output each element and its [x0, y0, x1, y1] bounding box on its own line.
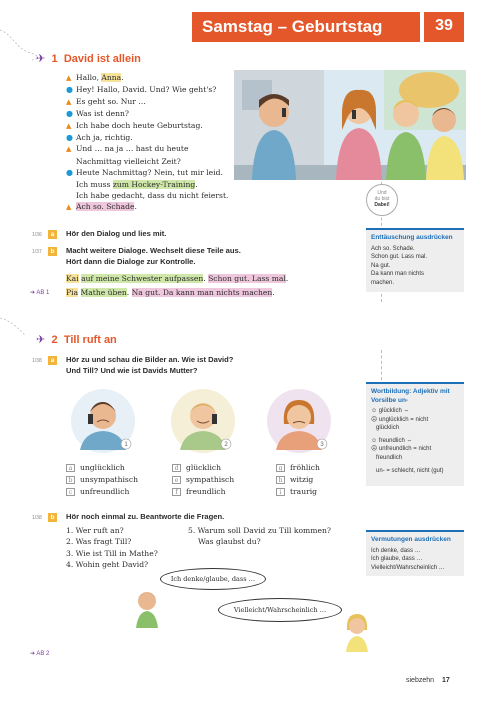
workbook-reference-label: AB 2 — [36, 651, 50, 657]
dialog-line — [66, 143, 236, 155]
option-letter[interactable]: a — [66, 464, 75, 472]
speaker-david-icon: ▲ — [66, 121, 72, 130]
task-letter-b: b — [48, 513, 57, 522]
illustration-david-and-friends — [234, 70, 466, 180]
text-segment: Was ist denn? — [76, 109, 129, 119]
info-box-line: Da kann man nichts — [371, 271, 425, 278]
dialog-line — [66, 156, 236, 167]
word-box-line — [371, 424, 459, 433]
dialog-line — [66, 132, 236, 143]
smiley-icon: ☺ — [371, 408, 379, 414]
highlighted-phrase: Pia — [66, 288, 79, 297]
word-box-lines — [371, 407, 459, 475]
word-box-line — [371, 467, 459, 476]
option-letter[interactable]: e — [172, 476, 181, 484]
word-box-text: freundlich ⇔ — [378, 437, 413, 444]
speaker-david-icon: ▲ — [66, 97, 72, 106]
text-segment: . — [134, 202, 137, 212]
adjective-options — [66, 462, 356, 502]
question-item: 5. Warum soll David zu Till kommen? — [188, 526, 331, 535]
option-word: sympathisch — [186, 475, 235, 484]
chapter-title: Samstag – Geburtstag — [192, 12, 420, 42]
option-letter[interactable]: f — [172, 488, 181, 496]
speaker-david-icon: ▲ — [66, 145, 72, 154]
word-box-line — [371, 416, 459, 425]
option-item[interactable] — [172, 486, 234, 498]
section-1-heading — [36, 52, 141, 65]
text-segment: . — [195, 179, 198, 189]
option-letter[interactable]: h — [276, 476, 285, 484]
task-letter-a: a — [48, 230, 57, 239]
option-word: fröhlich — [290, 463, 320, 472]
dialog-line — [66, 84, 236, 95]
workbook-reference-1[interactable] — [30, 289, 49, 296]
info-box-lines — [371, 245, 459, 288]
text-segment: Hallo, — [76, 73, 102, 82]
question-item: 1. Wer ruft an? — [66, 526, 124, 535]
word-box-line — [371, 437, 459, 446]
portrait-mother — [266, 388, 332, 454]
character-boy — [132, 588, 162, 628]
info-box-disappointment — [366, 228, 464, 292]
substitution-row-kai — [66, 273, 288, 284]
info-box-line: machen. — [371, 279, 395, 286]
track-number: 1/38 — [32, 358, 42, 364]
option-letter[interactable]: b — [66, 476, 75, 484]
workbook-reference-label: AB 1 — [36, 290, 50, 296]
option-word: witzig — [290, 475, 314, 484]
word-box-line — [371, 454, 459, 463]
word-box-line — [371, 445, 459, 454]
task-1a-instruction: Hör den Dialog und lies mit. — [66, 229, 167, 238]
question-item: 3. Wie ist Till in Mathe? — [66, 548, 158, 558]
text-segment: . — [126, 288, 132, 297]
option-word: traurig — [290, 487, 318, 496]
questions-right — [188, 525, 331, 548]
text-segment: Nachmittag vielleicht Zeit? — [76, 156, 181, 166]
text-segment: . — [285, 274, 289, 283]
workbook-reference-2[interactable] — [30, 650, 49, 657]
bird-icon: ✈ — [36, 334, 46, 346]
task-2b-instruction: Hör noch einmal zu. Beantworte die Fragen. — [66, 512, 225, 521]
speech-bubble-1: Ich denke/glaube, dass … — [160, 568, 266, 590]
motivation-line-3: Dabei! — [374, 202, 390, 208]
info-box-line: Na gut. — [371, 262, 391, 269]
highlighted-phrase: Anna — [101, 73, 122, 82]
option-letter[interactable]: g — [276, 464, 285, 472]
option-column — [276, 462, 320, 498]
guess-box-line: Ich denke, dass … — [371, 547, 421, 554]
option-word: glücklich — [186, 463, 222, 472]
task-2a-line-1: Hör zu und schau die Bilder an. Wie ist David? — [66, 355, 234, 364]
section-1-title: David ist allein — [63, 53, 141, 65]
dialog-line — [66, 167, 236, 178]
dialog-line — [66, 190, 236, 201]
dialog-line — [66, 179, 236, 190]
text-segment: Ach ja, richtig. — [76, 133, 133, 143]
frowny-icon: ☹ — [371, 416, 379, 423]
portrait-till — [170, 388, 236, 454]
task-1b-line-1: Macht weitere Dialoge. Wechselt diese Teile aus. — [66, 246, 241, 255]
option-column — [66, 462, 138, 498]
chapter-number: 39 — [424, 12, 464, 42]
highlighted-phrase: zum Hockey-Training — [112, 179, 196, 189]
character-girl — [342, 612, 372, 652]
text-segment: . — [121, 73, 124, 82]
picture-number-1: 1 — [124, 442, 128, 448]
option-word: unglücklich — [80, 463, 125, 472]
arrow-right-icon: ➔ — [30, 290, 36, 296]
info-box-line: Ach so. Schade. — [371, 245, 415, 252]
option-letter[interactable]: i — [276, 488, 285, 496]
text-segment: . — [203, 274, 209, 283]
task-letter-b: b — [48, 247, 57, 256]
page-number-footer: 17 — [441, 677, 450, 684]
dialog-line — [66, 201, 236, 213]
option-item[interactable] — [172, 462, 234, 474]
page-footer — [406, 677, 450, 684]
arrow-right-icon: ➔ — [30, 651, 36, 657]
option-word: unsympathisch — [80, 475, 138, 484]
frowny-icon: ☹ — [371, 446, 379, 453]
track-number: 1/37 — [32, 249, 42, 255]
speaker-anna-icon: ● — [66, 85, 73, 95]
highlighted-phrase: Na gut. Da kann man nichts machen — [131, 288, 273, 297]
questions-left — [66, 525, 158, 571]
track-number: 1/38 — [32, 515, 42, 521]
word-box-text: un- = schlecht, nicht (gut) — [376, 467, 444, 474]
highlighted-phrase: Mathe üben — [80, 288, 127, 297]
dialog-line — [66, 108, 236, 119]
info-box-line: Schon gut. Lass mal. — [371, 254, 428, 261]
info-box-word-formation — [366, 382, 464, 486]
option-item[interactable] — [172, 474, 234, 486]
highlighted-phrase: Kai — [66, 274, 79, 283]
option-letter[interactable]: d — [172, 464, 181, 472]
info-box-guesses — [366, 530, 464, 576]
task-1b-line-2: Hört dann die Dialoge zur Kontrolle. — [66, 257, 196, 266]
highlighted-phrase: Ach so. Schade — [76, 202, 135, 212]
dialog-text — [66, 72, 236, 214]
motivation-line-2: du bist — [374, 196, 390, 202]
picture-number-2: 2 — [224, 442, 228, 448]
option-column — [172, 462, 234, 498]
text-segment: Es geht so. Nur … — [76, 96, 146, 106]
highlighted-phrase: Schon gut. Lass mal — [208, 274, 286, 283]
task-letter-a: a — [48, 356, 57, 365]
text-segment: Heute Nachmittag? Nein, tut mir leid. — [76, 168, 223, 178]
bird-icon: ✈ — [36, 53, 46, 65]
smiley-icon: ☺ — [371, 437, 379, 444]
substitution-row-pia — [66, 287, 275, 298]
guess-box-line: Vielleicht/Wahrscheinlich … — [371, 564, 445, 571]
task-2a-line-2: Und Till? Und wie ist Davids Mutter? — [66, 366, 198, 375]
picture-number-3: 3 — [320, 442, 324, 448]
section-2-number: 2 — [51, 334, 58, 346]
word-box-text: freundlich — [376, 454, 403, 461]
motivation-circle — [366, 184, 398, 216]
question-item: 4. Wohin geht David? — [66, 560, 149, 570]
divider-dashed — [381, 350, 382, 380]
page-word: siebzehn — [406, 677, 435, 684]
section-2-heading — [36, 333, 117, 346]
word-box-text: glücklich — [376, 425, 400, 432]
option-item[interactable] — [276, 462, 320, 474]
guess-box-title: Vermutungen ausdrücken — [371, 536, 451, 543]
text-segment: . — [272, 288, 275, 297]
guess-box-line: Ich glaube, dass … — [371, 556, 423, 563]
option-item[interactable] — [66, 486, 138, 498]
track-number: 1/36 — [32, 232, 42, 238]
text-segment: Ich muss — [76, 179, 113, 189]
text-segment: Und … na ja … hast du heute — [76, 144, 189, 154]
option-letter[interactable]: c — [66, 488, 75, 496]
option-item[interactable] — [66, 462, 138, 474]
word-box-line — [371, 407, 459, 416]
text-segment: Ich habe doch heute Geburtstag. — [76, 120, 203, 130]
word-box-text: unfreundlich = nicht — [378, 446, 432, 453]
portrait-david — [70, 388, 136, 454]
option-item[interactable] — [66, 474, 138, 486]
question-item: Was glaubst du? — [198, 537, 261, 547]
speaker-anna-icon: ● — [66, 133, 73, 143]
word-box-title-1: Wortbildung: Adjektiv mit — [371, 388, 450, 395]
speech-bubble-2: Vielleicht/Wahrscheinlich … — [218, 598, 342, 622]
speaker-david-icon: ▲ — [66, 203, 72, 212]
dialog-line — [66, 120, 236, 132]
section-1-number: 1 — [51, 53, 58, 65]
option-word: unfreundlich — [80, 487, 130, 496]
word-box-text: glücklich ⇔ — [378, 408, 410, 414]
guess-box-lines — [371, 547, 459, 573]
speaker-anna-icon: ● — [66, 109, 73, 119]
highlighted-phrase: auf meine Schwester aufpassen — [81, 274, 204, 283]
text-segment: Ich habe gedacht, dass du nicht feierst. — [76, 191, 229, 201]
info-box-title: Enttäuschung ausdrücken — [371, 234, 453, 241]
question-item: 2. Was fragt Till? — [66, 537, 132, 547]
speaker-david-icon: ▲ — [66, 74, 72, 82]
word-box-title-2: Vorsilbe un- — [371, 396, 409, 404]
text-segment: Hey! Hallo, David. Und? Wie geht's? — [76, 85, 217, 95]
word-box-text: unglücklich = nicht — [378, 416, 429, 423]
dialog-line — [66, 72, 236, 84]
section-2-title: Till ruft an — [63, 334, 117, 346]
dialog-line — [66, 96, 236, 108]
option-item[interactable] — [276, 474, 320, 486]
option-item[interactable] — [276, 486, 320, 498]
motivation-line-1: Und — [377, 190, 387, 196]
option-word: freundlich — [186, 487, 226, 496]
speaker-anna-icon: ● — [66, 168, 73, 178]
